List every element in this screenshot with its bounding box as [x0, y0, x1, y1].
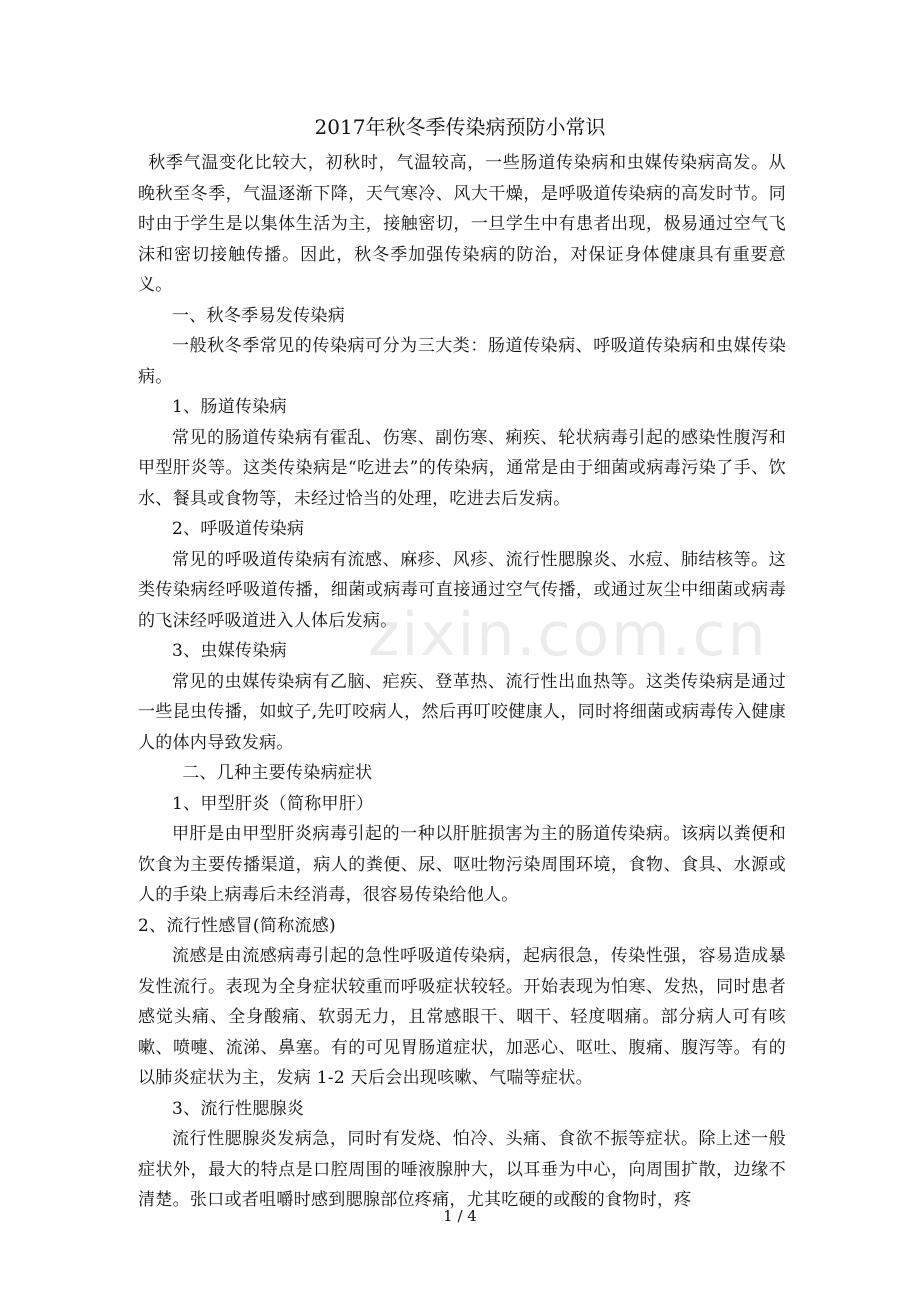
- page-number: 1 / 4: [443, 1207, 477, 1225]
- paragraph: 常见的肠道传染病有霍乱、伤寒、副伤寒、痢疾、轮状病毒引起的感染性腹泻和甲型肝炎等。这类传染病是“吃进去”的传染病，通常是由于细菌或病毒污染了手、饮水、餐具或食物等，未经过恰当的处理，吃进去后发病。: [138, 427, 786, 509]
- paragraph: 3、流行性腮腺炎: [172, 1098, 305, 1119]
- document-title: 2017年秋冬季传染病预防小常识: [314, 115, 606, 139]
- paragraph: 流行性腮腺炎发病急，同时有发烧、怕冷、头痛、食欲不振等症状。除上述一般症状外，最大的特点是口腔周围的唾液腺肿大，以耳垂为中心，向周围扩散，边缘不清楚。张口或者咀嚼时感到腮腺部位疼痛，尤其吃硬的或酸的食物时，疼: [138, 1129, 786, 1210]
- paragraph: 流感是由流感病毒引起的急性呼吸道传染病，起病很急，传染性强，容易造成暴发性流行。表现为全身症状较重而呼吸症状较轻。开始表现为怕寒、发热，同时患者感觉头痛、全身酸痛、软弱无力，且常感眼干、咽干、轻度咽痛。部分病人可有咳嗽、喷嚏、流涕、鼻塞。有的可见胃肠道症状，加恶心、呕吐、腹痛、腹泻等。有的以肺炎症状为主，发病 1-2 天后会出现咳嗽、气喘等症状。: [138, 946, 786, 1088]
- paragraph: 1、甲型肝炎（简称甲肝）: [172, 793, 374, 814]
- paragraph: 2、呼吸道传染病: [172, 519, 305, 539]
- paragraph: 3、虫媒传染病: [172, 641, 287, 661]
- paragraph: 秋季气温变化比较大，初秋时，气温较高，一些肠道传染病和虫媒传染病高发。从晚秋至冬季，气温逐渐下降，天气寒冷、风大干燥，是呼吸道传染病的高发时节。同时由于学生是以集体生活为主，接触密切，一旦学生中有患者出现，极易通过空气飞沫和密切接触传播。因此，秋冬季加强传染病的防治，对保证身体健康具有重要意义。: [138, 153, 786, 295]
- paragraph: 一般秋冬季常见的传染病可分为三大类：肠道传染病、呼吸道传染病和虫媒传染病。: [138, 336, 786, 387]
- watermark-text: zixin.com.cn: [368, 600, 768, 670]
- paragraph: 甲肝是由甲型肝炎病毒引起的一种以肝脏损害为主的肠道传染病。该病以粪便和饮食为主要传播渠道，病人的粪便、尿、呕吐物污染周围环境，食物、食具、水源或人的手染上病毒后未经消毒，很容易传染给他人。: [138, 824, 786, 905]
- document-body: [138, 148, 786, 1216]
- paragraph: 二、几种主要传染病症状: [182, 763, 373, 783]
- paragraph: 常见的虫媒传染病有乙脑、疟疾、登革热、流行性出血热等。这类传染病是通过一些昆虫传播，如蚊子,先叮咬病人，然后再叮咬健康人，同时将细菌或病毒传入健康人的体内导致发病。: [138, 671, 786, 753]
- paragraph: 2、流行性感冒(简称流感): [138, 915, 336, 936]
- paragraph: 一、秋冬季易发传染病: [172, 305, 345, 326]
- paragraph: 常见的呼吸道传染病有流感、麻疹、风疹、流行性腮腺炎、水痘、肺结核等。这类传染病经呼吸道传播，细菌或病毒可直接通过空气传播，或通过灰尘中细菌或病毒的飞沫经呼吸道进入人体后发病。: [138, 549, 786, 631]
- paragraph: 1、肠道传染病: [172, 397, 287, 417]
